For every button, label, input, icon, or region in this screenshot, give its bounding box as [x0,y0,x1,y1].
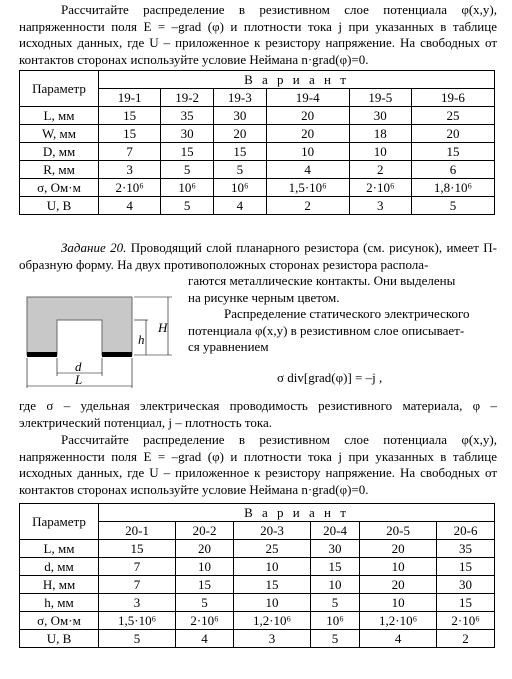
row-label: L, мм [20,540,99,558]
param-header: Параметр [20,71,99,107]
task20-line3: гаются металлические контакты. Они выделены [188,273,456,288]
table-cell: 30 [349,107,411,125]
table-cell: 2·10⁶ [99,179,161,197]
variant-header: В а р и а н т [99,71,495,89]
variant-column-header: 20-1 [99,522,176,540]
contact-right [102,352,132,357]
variant-column-header: 20-4 [311,522,360,540]
row-label: d, мм [20,558,99,576]
table-cell: 5 [213,161,266,179]
table-row [20,576,495,594]
table-cell: 10⁶ [161,179,214,197]
row-label: L, мм [20,107,99,125]
table-cell: 10 [349,143,411,161]
label-h: h [138,332,145,347]
row-label: h, мм [20,594,99,612]
label-H: H [158,320,168,335]
table-cell: 2 [437,630,495,648]
table-row [20,630,495,648]
task20-line6: потенциала φ(x,y) в резистивном слое описывает- [188,322,465,338]
table-row [20,125,495,143]
row-label: U, В [20,197,99,215]
table-cell: 1,5·10⁶ [266,179,349,197]
table-cell: 20 [266,125,349,143]
table-cell: 1,2·10⁶ [360,612,437,630]
row-label: D, мм [20,143,99,161]
table-cell: 20 [266,107,349,125]
table-variants-19 [19,70,495,215]
variant-column-header: 19-6 [411,89,494,107]
task20-title: Задание 20. [61,240,127,255]
table-cell: 6 [411,161,494,179]
table-row [20,197,495,215]
contact-left [27,352,57,357]
param-header: Параметр [20,504,99,540]
variant-column-header: 19-3 [213,89,266,107]
table-cell: 15 [437,594,495,612]
table-cell: 2 [349,161,411,179]
table-cell: 35 [437,540,495,558]
table-cell: 1,5·10⁶ [99,612,176,630]
table-cell: 30 [311,540,360,558]
table-cell: 10 [360,594,437,612]
table-cell: 2·10⁶ [437,612,495,630]
task20-line7: ся уравнением [188,339,269,354]
paragraph-where: где σ – удельная электрическая проводимость резистивного материала, φ – электрический потенциал, j – плотность тока. [19,398,497,430]
table-cell: 1,8·10⁶ [411,179,494,197]
table-row [20,179,495,197]
table-cell: 4 [213,197,266,215]
table-cell: 15 [176,576,234,594]
table-cell: 3 [99,161,161,179]
table-row [20,107,495,125]
table-cell: 30 [437,576,495,594]
table-cell: 25 [411,107,494,125]
variant-column-header: 19-2 [161,89,214,107]
table-cell: 3 [99,594,176,612]
variant-column-header: 19-1 [99,89,161,107]
table-cell: 10 [176,558,234,576]
table-cell: 30 [213,107,266,125]
variant-column-header: 20-2 [176,522,234,540]
task20-line2: П-образную форму. На двух противоположных сторонах резистора распола- [19,240,497,272]
table-cell: 7 [99,576,176,594]
variant-column-header: 20-5 [360,522,437,540]
row-label: W, мм [20,125,99,143]
table-cell: 15 [311,558,360,576]
table-row [20,143,495,161]
task20-side-text [188,273,497,356]
row-label: H, мм [20,576,99,594]
row-label: σ, Ом·м [20,612,99,630]
table-row [20,594,495,612]
table-cell: 2 [266,197,349,215]
row-label: σ, Ом·м [20,179,99,197]
table-cell: 10 [266,143,349,161]
table-cell: 20 [411,125,494,143]
table-cell: 10 [360,558,437,576]
equation: σ div[grad(φ)] = –j , [277,370,383,385]
table-cell: 5 [161,197,214,215]
resistor-figure [22,292,182,392]
task20-line4: на рисунке черным цветом. [188,289,340,305]
table-cell: 4 [266,161,349,179]
table-cell: 5 [411,197,494,215]
label-L: L [75,372,83,387]
table-cell: 15 [161,143,214,161]
table-cell: 25 [233,540,310,558]
table-cell: 15 [99,125,161,143]
table-cell: 35 [161,107,214,125]
table-cell: 10 [233,558,310,576]
table-cell: 20 [213,125,266,143]
table-cell: 15 [437,558,495,576]
table-cell: 2·10⁶ [176,612,234,630]
variant-column-header: 19-4 [266,89,349,107]
table-row [20,558,495,576]
table-cell: 5 [311,594,360,612]
row-label: U, В [20,630,99,648]
table-cell: 1,2·10⁶ [233,612,310,630]
table-cell: 15 [99,540,176,558]
variant-column-header: 20-6 [437,522,495,540]
table-cell: 15 [99,107,161,125]
task20-line5: Распределение статического электрического [224,306,470,321]
table-cell: 4 [99,197,161,215]
table-row [20,540,495,558]
table-cell: 20 [176,540,234,558]
row-label: R, мм [20,161,99,179]
table-row [20,161,495,179]
task20-intro [19,240,497,273]
table-cell: 10 [311,576,360,594]
table-cell: 15 [411,143,494,161]
table-cell: 20 [360,576,437,594]
table-cell: 10⁶ [311,612,360,630]
table-cell: 5 [161,161,214,179]
table-cell: 7 [99,143,161,161]
task20-line1: Проводящий слой планарного резистора (см. рисунок), имеет [130,240,479,255]
table-cell: 2·10⁶ [349,179,411,197]
resistor-shape [27,297,132,355]
table-row [20,612,495,630]
table-cell: 10 [233,594,310,612]
table-cell: 3 [233,630,310,648]
table-cell: 15 [213,143,266,161]
paragraph-task20: Рассчитайте распределение в резистивном слое потенциала φ(x,y), напряженности поля E = –grad (φ) и плотности тока j при указанных в таблице исходных данных, где U – приложенное к резистору напряжение. На свободных от контактов сторонах используйте условие Неймана n·grad(φ)=0. [19,432,497,497]
table-cell: 20 [360,540,437,558]
table-cell: 3 [349,197,411,215]
table-variants-20 [19,503,495,648]
table-cell: 18 [349,125,411,143]
variant-column-header: 20-3 [233,522,310,540]
table-cell: 10⁶ [213,179,266,197]
table-cell: 5 [311,630,360,648]
table-cell: 4 [360,630,437,648]
table-cell: 4 [176,630,234,648]
table-cell: 5 [99,630,176,648]
table-cell: 7 [99,558,176,576]
variant-column-header: 19-5 [349,89,411,107]
table-cell: 30 [161,125,214,143]
table-cell: 15 [233,576,310,594]
paragraph-task19: Рассчитайте распределение в резистивном слое потенциала φ(x,y), напряженности поля E = –grad (φ) и плотности тока j при указанных в таблице исходных данных, где U – приложенное к резистору напряжение. На свободных от контактов сторонах используйте условие Неймана n·grad(φ)=0. [19,2,497,67]
table-cell: 5 [176,594,234,612]
label-d: d [75,359,82,374]
variant-header: В а р и а н т [99,504,495,522]
